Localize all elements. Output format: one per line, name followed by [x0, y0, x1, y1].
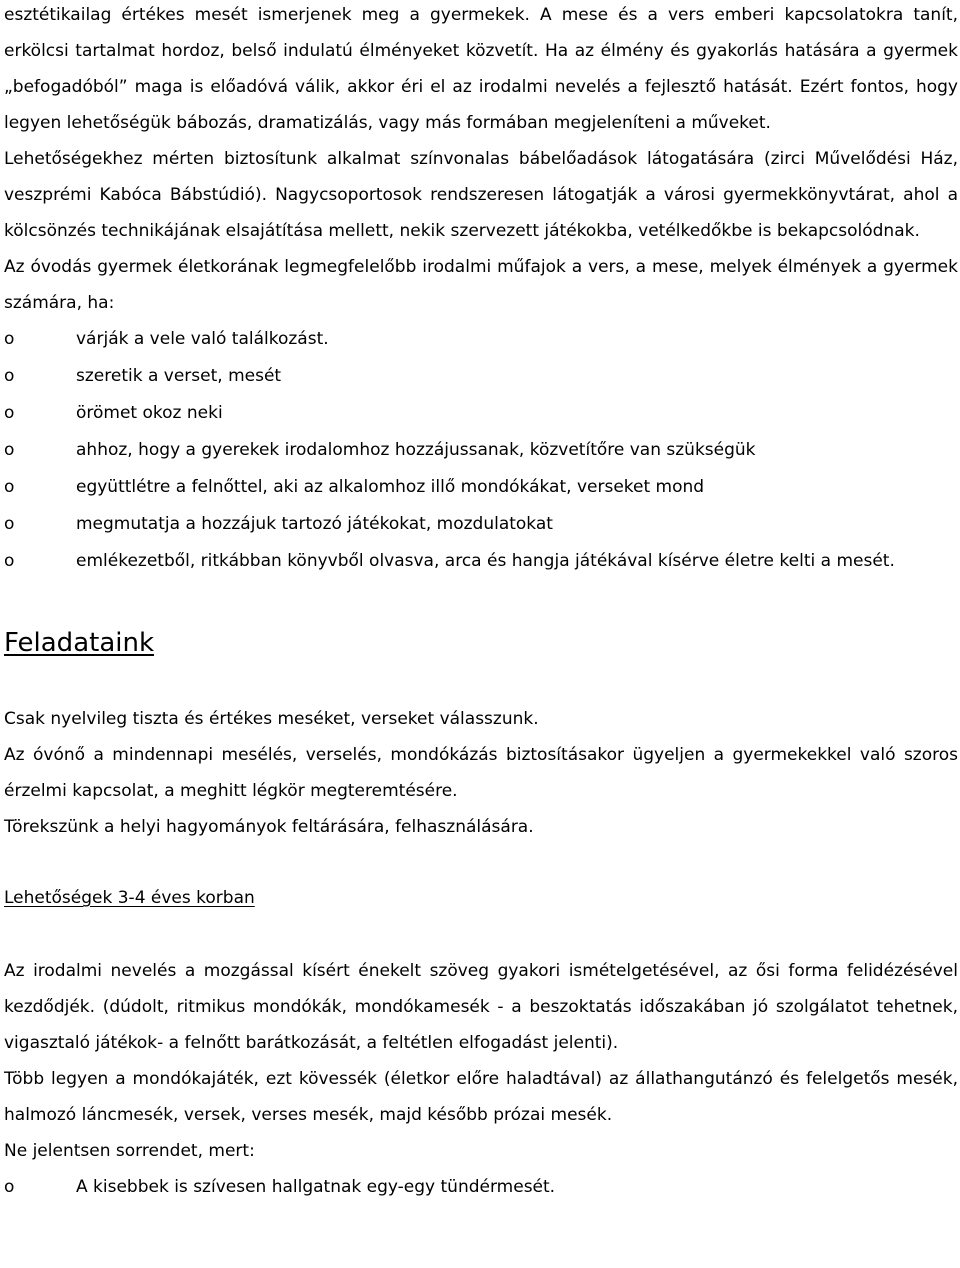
list-item: [4, 432, 958, 469]
feladataink-paragraph-1: Csak nyelvileg tiszta és értékes meséket, verseket válasszunk.: [4, 709, 539, 729]
list-item: [4, 1169, 958, 1206]
document-page: [4, 0, 958, 1206]
feladataink-paragraph-3: Törekszünk a helyi hagyományok feltárására, felhasználására.: [4, 817, 534, 837]
intro-paragraph-3: Az óvodás gyermek életkorának legmegfelelőbb irodalmi műfajok a vers, a mese, melyek élmények a gyermek számára, ha:: [4, 257, 958, 313]
list-item: [4, 469, 958, 506]
list-item-text: várják a vele való találkozást.: [76, 329, 329, 349]
list-item-text: emlékezetből, ritkábban könyvből olvasva, arca és hangja játékával kísérve életre kelti a mesét.: [76, 551, 895, 571]
bullet-marker: o: [4, 440, 15, 460]
bullet-marker: o: [4, 514, 15, 534]
list-item-text: együttlétre a felnőttel, aki az alkalomhoz illő mondókákat, verseket mond: [76, 477, 705, 497]
list-item-text: szeretik a verset, mesét: [76, 366, 282, 386]
list-item: [4, 543, 958, 580]
bullet-marker: o: [4, 1177, 15, 1197]
intro-paragraph-1: esztétikailag értékes mesét ismerjenek meg a gyermekek. A mese és a vers emberi kapcsolatokra tanít, erkölcsi tartalmat hordoz, belső indulatú élményeket közvetít. Ha az élmény és gyakorlás hatására a gyermek „befogadóból” maga is előadóvá válik, akkor éri el az irodalmi nevelés a fejlesztő hatását. Ezért fontos, hogy legyen lehetőségük bábozás, dramatizálás, vagy más formában megjeleníteni a műveket.: [4, 5, 958, 133]
list-item: [4, 358, 958, 395]
lehetosegek-paragraph-3: Ne jelentsen sorrendet, mert:: [4, 1141, 255, 1161]
list-item: [4, 321, 958, 358]
bullet-marker: o: [4, 551, 15, 571]
feladataink-paragraph-2: Az óvónő a mindennapi mesélés, verselés, mondókázás biztosításakor ügyeljen a gyermekekkel való szoros érzelmi kapcsolat, a meghitt légkör megteremtésére.: [4, 745, 958, 801]
bullet-marker: o: [4, 366, 15, 386]
lehetosegek-paragraph-1: Az irodalmi nevelés a mozgással kísért énekelt szöveg gyakori ismételgetésével, az ősi forma felidézésével kezdődjék. (dúdolt, ritmikus mondókák, mondókamesék - a beszoktatás időszakában jó szolgálatot tehetnek, vigasztaló játékok- a felnőtt barátkozását, a feltétlen elfogadást jelenti).: [4, 961, 958, 1053]
list-item: [4, 395, 958, 432]
intro-bullet-list: [4, 321, 958, 580]
list-item-text: örömet okoz neki: [76, 403, 223, 423]
bullet-marker: o: [4, 329, 15, 349]
list-item-text: ahhoz, hogy a gyerekek irodalomhoz hozzájussanak, közvetítőre van szükségük: [76, 440, 756, 460]
lehetosegek-bullet-list: [4, 1169, 958, 1206]
list-item: [4, 506, 958, 543]
lehetosegek-paragraph-2: Több legyen a mondókajáték, ezt kövessék (életkor előre haladtával) az állathangutánzó és felelgetős mesék, halmozó láncmesék, versek, verses mesék, majd később prózai mesék.: [4, 1069, 958, 1125]
bullet-marker: o: [4, 403, 15, 423]
intro-paragraph-2: Lehetőségekhez mérten biztosítunk alkalmat színvonalas bábelőadások látogatására (zirci Művelődési Ház, veszprémi Kabóca Bábstúdió). Nagycsoportosok rendszeresen látogatják a városi gyermekkönyvtárat, ahol a kölcsönzés technikájának elsajátítása mellett, nekik szervezett játékokba, vetélkedőkbe is bekapcsolódnak.: [4, 149, 958, 241]
section-heading-lehetosegek: Lehetőségek 3-4 éves korban: [4, 888, 255, 908]
list-item-text: megmutatja a hozzájuk tartozó játékokat, mozdulatokat: [76, 514, 553, 534]
bullet-marker: o: [4, 477, 15, 497]
list-item-text: A kisebbek is szívesen hallgatnak egy-egy tündérmesét.: [76, 1177, 556, 1197]
section-heading-feladataink: Feladataink: [4, 628, 155, 658]
